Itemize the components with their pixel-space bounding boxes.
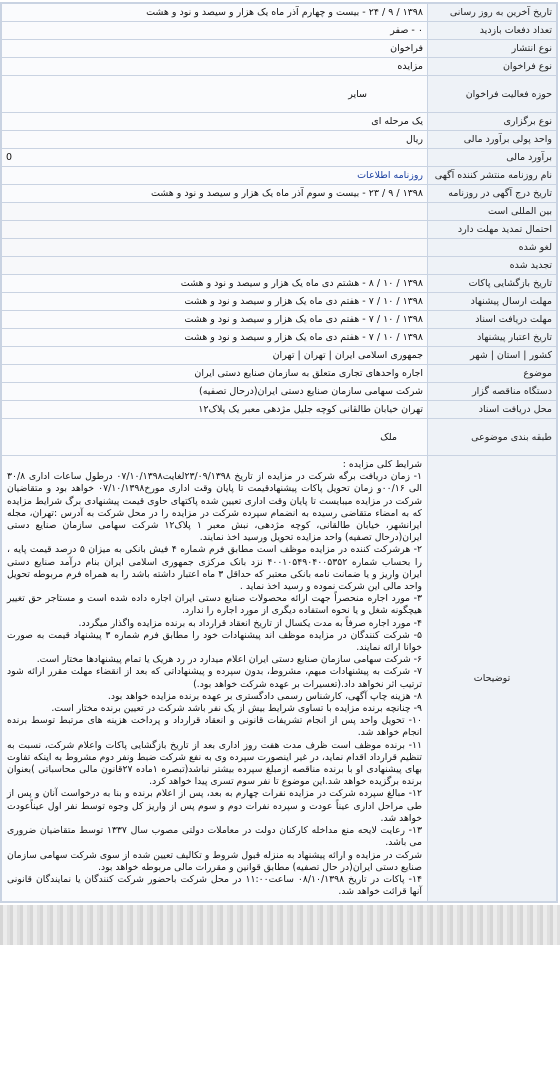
description-paragraph: ۳- مورد اجاره منحصراً جهت ارائه محصولات صنایع دستی ایران اجاره داده شده است و مستاجر حق تغییر هیچگونه شغل و یا نحوه استفاده دیگری از مورد اجاره را ندارد. [7,593,422,617]
value-category: ملک [2,419,428,456]
row-publish-type [2,40,557,58]
row-estimate [2,149,557,167]
row-international [2,203,557,221]
value-subject: اجاره واحدهای تجاری متعلق به سازمان صنایع دستی ایران [2,365,428,383]
row-opening-date [2,275,557,293]
row-extension [2,221,557,239]
row-newspaper-date [2,185,557,203]
label-opening-date: تاریخ بازگشایی پاکات [428,275,557,293]
row-activity-field [2,76,557,113]
row-subject [2,365,557,383]
description-paragraph: شرکت در مزایده و ارائه پیشنهاد به منزله قبول شروط و تکالیف تعیین شده از سوی شرکت سهامی سازمان صنایع دستی ایران(در حال تصفیه) مطابق قوانین و مقررات مالی مربوطه خواهد بود. [7,849,422,873]
value-opening-date: ۱۳۹۸ / ۱۰ / ۸ - هشتم دی ماه یک هزار و سیصد و نود و هشت [2,275,428,293]
description-paragraph: شرایط کلی مزایده : [342,459,422,470]
value-holding-type: یک مرحله ای [2,113,428,131]
value-publish-type: فراخوان [2,40,428,58]
location-province: | تهران [304,350,335,361]
tender-details-panel [0,2,558,903]
description-paragraph: ۸- هزینه چاپ آگهی، کارشناس رسمی دادگستری بر عهده برنده مزایده خواهد بود. [107,690,422,702]
label-visit-count: تعداد دفعات بازدید [428,22,557,40]
value-renewed [2,257,428,275]
row-submit-deadline [2,293,557,311]
row-organizer [2,383,557,401]
label-holding-type: نوع برگزاری [428,113,557,131]
description-paragraph: ۷- شرکت به پیشنهادات مبهم، مشروط، بدون سپرده و پیشنهاداتی که بعد از انقضاء مهلت مقرر ارائه شود ترتیب اثر نخواهد داد.(تعسیرات بر عهده شرکت خواهد بود.) [7,666,422,690]
row-validity-date [2,329,557,347]
label-currency: واحد پولی برآورد مالی [428,131,557,149]
row-category [2,419,557,456]
value-submit-deadline: ۱۳۹۸ / ۱۰ / ۷ - هفتم دی ماه یک هزار و سیصد و نود و هشت [2,293,428,311]
description-paragraph: ۱۴- پاکات در تاریخ ۰۸/۱۰/۱۳۹۸ ساعت۱۱:۰۰ در محل شرکت باحضور شرکت کنندگان یا نمایندگان قانونی آنها قرائت خواهد شد. [7,873,422,898]
row-docs-deadline [2,311,557,329]
label-estimate: برآورد مالی [428,149,557,167]
label-newspaper-date: تاریخ درج آگهی در روزنامه [428,185,557,203]
value-newspaper[interactable]: روزنامه اطلاعات [2,167,428,185]
label-publish-type: نوع انتشار [428,40,557,58]
decorative-footer-band [0,905,560,945]
description-paragraph: ۱۳- رعایت لایحه منع مداخله کارکنان دولت در معاملات دولتی مصوب سال ۱۳۳۷ توسط متقاضیان ضروری می باشد. [7,825,422,849]
description-paragraph: ۱۲- مبالغ سپرده شرکت در مزایده نفرات چهارم به بعد، پس از اعلام برنده و بنا به درخواست آنان و پس از طی مراحل اداری عیناً عودت و سپرده نفرات دوم و سوم پس از واریز کل وجوه توسط نفر اول عیناًعودت خواهد شد. [7,788,422,824]
description-paragraph: ۶- شرکت سهامی سازمان صنایع دستی ایران اعلام میدارد در رد هریک یا تمام پیشنهادها مختار است. [36,654,422,666]
label-docs-address: محل دریافت اسناد [428,401,557,419]
row-visit-count [2,22,557,40]
label-call-type: نوع فراخوان [428,58,557,76]
value-docs-address: تهران خیابان طالقانی کوچه جلیل مژدهی معبر یک پلاک۱۲ [2,401,428,419]
row-description [2,456,557,902]
label-organizer: دستگاه مناقصه گزار [428,383,557,401]
label-extension: احتمال تمدید مهلت دارد [428,221,557,239]
location-country: جمهوری اسلامی ایران [334,350,423,361]
label-activity-field: حوزه فعالیت فراخوان [428,76,557,113]
label-newspaper: نام روزنامه منتشر کننده آگهی [428,167,557,185]
value-international [2,203,428,221]
label-docs-deadline: مهلت دریافت اسناد [428,311,557,329]
value-newspaper-date: ۱۳۹۸ / ۹ / ۲۳ - بیست و سوم آذر ماه یک هزار و سیصد و نود و هشت [2,185,428,203]
row-newspaper [2,167,557,185]
row-location [2,347,557,365]
value-docs-deadline: ۱۳۹۸ / ۱۰ / ۷ - هفتم دی ماه یک هزار و سیصد و نود و هشت [2,311,428,329]
row-holding-type [2,113,557,131]
label-subject: موضوع [428,365,557,383]
value-estimate: 0 [2,149,428,167]
value-description [2,456,428,902]
value-visit-count: ۰ - صفر [2,22,428,40]
value-location [2,347,428,365]
row-call-type [2,58,557,76]
description-paragraph: ۹- چنانچه برنده مزایده با تساوی شرایط بیش از یک نفر باشد شرکت در تعیین برنده مختار است. [51,703,422,715]
location-city: | تهران [273,350,304,361]
value-call-type: مزایده [2,58,428,76]
row-currency [2,131,557,149]
value-currency: ریال [2,131,428,149]
label-last-update: تاریخ آخرین به روز رسانی [428,4,557,22]
label-description: توضیحات [428,456,557,902]
value-validity-date: ۱۳۹۸ / ۱۰ / ۷ - هفتم دی ماه یک هزار و سیصد و نود و هشت [2,329,428,347]
value-last-update: ۱۳۹۸ / ۹ / ۲۴ - بیست و چهارم آذر ماه یک هزار و سیصد و نود و هشت [2,4,428,22]
description-paragraph: ۱۰- تحویل واحد پس از انجام تشریفات قانونی و انعقاد قرارداد و پرداخت هزینه های مرتبط توسط برنده انجام خواهد شد. [7,715,422,739]
description-paragraph: ۲- هرشرکت کننده در مزایده موظف است مطابق فرم شماره ۴ فیش بانکی به میزان ۵ درصد قیمت پایه ، را بحساب شماره ۴۰۰۱۰۵۴۹۰۴۰۰۵۳۵۲ نزد بانک مرکزی جمهوری اسلامی ایران بنام درآمد صنایع دستی ایران واریز و یا ضمانت نامه بانکی معتبر که حداقل ۳ ماه اعتبار داشته باشد را به همراه فرم مربوطه تحویل واحد مالی این شرکت نموده و رسید اخذ نماید . [7,544,423,593]
label-category: طبقه بندی موضوعی [428,419,557,456]
row-cancelled [2,239,557,257]
description-paragraph: ۵- شرکت کنندگان در مزایده موظف اند پیشنهادات خود را مطابق فرم شماره ۳ پیشنهاد قیمت به صورت خوانا ارائه نمایند. [7,629,422,654]
description-paragraph: ۱- زمان دریافت برگه شرکت در مزایده از تاریخ ۲۳/۰۹/۱۳۹۸لغایت۰۷/۱۰/۱۳۹۸ درطول ساعات اداری ۳۰/۸ الی ۰۰/۱۶و زمان تحویل پاکات پیشنهادقیمت تا پایان وقت اداری مورخ۰۷/۱۰/۱۳۹۸ خواهد بود و متقاضیان شرکت در مزایده میبایست تا پایان وقت اداری تعیین شده پاکتهای حاوی قیمت پیشنهادی برگ شرایط مزایده که به امضاء متقاضی رسیده به انضمام سپرده شرکت در مزایده را در محل شرکت به آدرس :تهران، مجله ایرانشهر، خیابان طالقانی، کوچه مژدهی، نبش معبر ۱ پلاک۱۲ شرکت سهامی سازمان صنایع دستی ایران(درحال تصفیه) واحد مزایده تحویل ورسید اخذ نمایند. [7,471,422,544]
row-docs-address [2,401,557,419]
value-extension [2,221,428,239]
description-paragraph: ۴- مورد اجاره صرفاً به مدت یکسال از تاریخ انعقاد قرارداد به برنده مزایده واگذار میگردد. [78,617,422,629]
description-paragraph: ۱۱- برنده موظف است ظرف مدت هفت روز اداری بعد از تاریخ بازگشایی پاکات واعلام شرکت، نسبت به تنظیم قرارداد اقدام نماید، در غیر اینصورت سپرده وی به نفع شرکت ضبط ونفر دوم مشروط به اینکه تفاوت بهای پیشنهادی او با برنده مناقصه ازمبلغ سپرده بیشتر نباشد(تبصره ۱ماده ۲۷قانون مالی محاسباتی )بعنوان برنده برگزیده خواهد شد.این موضوع تا نفر سوم تسری پیدا خواهد کرد. [7,739,423,788]
tender-details-table [1,3,557,902]
label-cancelled: لغو شده [428,239,557,257]
value-activity-field: سایر [2,76,428,113]
label-validity-date: تاریخ اعتبار پیشنهاد [428,329,557,347]
label-location: کشور | استان | شهر [428,347,557,365]
row-renewed [2,257,557,275]
label-international: بین المللی است [428,203,557,221]
value-organizer: شرکت سهامی سازمان صنایع دستی ایران(درحال تصفیه) [2,383,428,401]
row-last-update [2,4,557,22]
label-submit-deadline: مهلت ارسال پیشنهاد [428,293,557,311]
value-cancelled [2,239,428,257]
label-renewed: تجدید شده [428,257,557,275]
